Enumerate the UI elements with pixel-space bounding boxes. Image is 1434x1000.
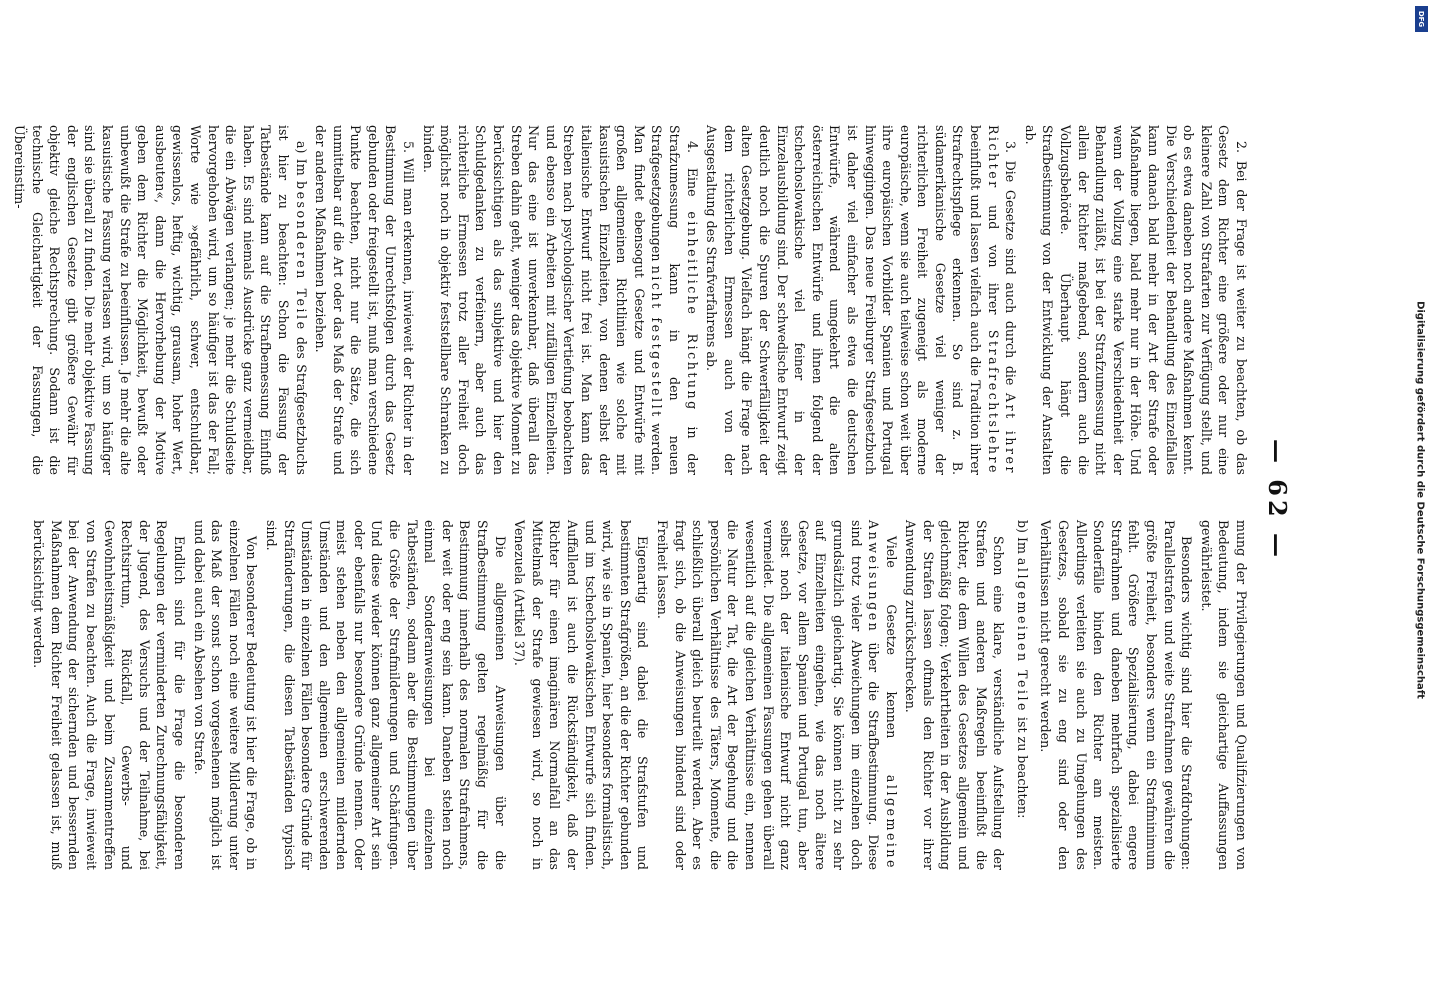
- paragraph-3-text-a: 3. Die Gesetze sind auch durch die: [1003, 141, 1019, 386]
- paragraph-eigenartig: Eigenartig sind dabei die Strafstufen und bestimmten Strafgrößen, an die der Richter gebunden wird, wie sie in Spanien, hier besonders formalistisch, und im tschechoslowakischen Entwurfe sich finden. Auffallend ist auch die Rückständigkeit, daß der Richter für einen imaginären Normalfall an das Mittelmaß der Strafe gewiesen wird, so noch in Venezuela (Artikel 37).: [512, 520, 651, 870]
- paragraph-besonderer: Von besonderer Bedeutung ist hier die Frage, ob in einzelnen Fällen noch eine weitere Milderung unter das Maß der sonst schon vorgesehenen möglich ist und dabei auch ein Absehen von Strafe.: [191, 520, 260, 870]
- paragraph-4-text-c: werden. Man findet ebensogut Gesetze und Entwürfe mit großen allgemeinen Richtlinien wie solche mit kasuistischen Einzelheiten, von denen selbst der italienische Entwurf nicht frei ist. Man kann das Streben nach psychologischer Vertiefung beobachten und ebenso ein Arbeiten mit zufälligen Einzelheiten. Nur das eine ist unverkennbar, daß überall das Streben dahin geht, weniger das objektive Moment zu berücksichtigen als das subjektive und hier den Schuldgedanken zu verfeinern, aber auch das richterliche Ermessen trotz aller Freiheit doch möglichst noch in objektiv feststellbare Schranken zu binden.: [420, 125, 665, 475]
- paragraph-2: 2. Bei der Frage ist weiter zu beachten, ob das Gesetz dem Richter eine größere oder nur eine kleinere Zahl von Strafarten zur Verfügung stellt, und ob es etwa daneben noch andere Maßnahmen kennt. Die Verschiedenheit der Behandlung des Einzelfalles kann danach bald mehr in der Art der Strafe oder Maßnahme liegen, bald mehr nur in der Höhe. Und wenn der Vollzug eine starke Verschiedenheit der Behandlung zuläßt, ist bei der Strafzumessung nicht allein der Richter maßgebend, sondern auch die Vollzugsbehörde. Überhaupt hängt die Strafbestimmung von der Entwicklung der Anstalten ab.: [1022, 125, 1249, 475]
- page-number: — 62 —: [1263, 438, 1292, 562]
- paragraph-4: [419, 125, 701, 475]
- paragraph-viele-spaced: allgemeine Anweisungen: [866, 520, 899, 870]
- paragraph-3: [703, 125, 1020, 475]
- dfg-logo: [1415, 6, 1428, 32]
- paragraph-5a-text-b: des Strafgesetzbuchs ist hier zu beachten: Schon die Fassung der Tatbestände kann auf die Strafbemessung Einfluß haben. Es sind niemals Ausdrücke ganz vermeidbar, die ein Abwägen verlangen; je mehr die Schuldseite hervorgehoben wird, um so häufiger ist das der Fall; Worte wie »gefährlich, schwer, entschuldbar, gewissenlos, heftig, wichtig, grausam, hoher Wert, ausbeuten«, dann die Hervorhebung der Motive geben dem Richter die Möglichkeit, bewußt oder unbewußt die Strafe zu beeinflussen. Je mehr die alte kasuistische Fassung verlassen wird, um so häufiger sind sie überall zu finden. Die mehr objektive Fassung der englischen Gesetze gibt größere Gewähr für objektiv gleiche Rechtsprechung. Sodann ist die technische Gleichartigkeit der Fassungen, die Übereinstim-: [12, 125, 309, 475]
- paragraph-4-spaced-a: einheitliche Richtung: [684, 211, 700, 412]
- paragraph-continued: mung der Privilegierungen und Qualifizierungen von Bedeutung, indem sie gleichartige Auffassungen gewährleistet.: [1198, 520, 1249, 870]
- paragraph-endlich: Endlich sind für die Frage die besonderen Regelungen der verminderten Zurechnungsfähigkeit, der Jugend, des Versuchs und der Teilnahme, bei Rechtsirrtum, Rückfall, Gewerbs- und Gewohnheitsmäßigkeit und beim Zusammentreffen von Strafen zu beachten. Auch die Frage, inwieweit bei der Anwendung der sichernden und bessernden Maßnahmen dem Richter Freiheit gelassen ist, muß berücksichtigt werden.: [31, 520, 187, 870]
- paragraph-5a-spaced: besonderen Teile: [293, 181, 309, 332]
- paragraph-schon: Schon eine klare, verständliche Aufstellung der Strafen und anderen Maßregeln beeinflußt die Richter, die dem Willen des Gesetzes allgemein und gleichmäßig folgen; Verkehrtheiten in der Ausbildung der Strafen lassen oftmals den Richter vor ihrer Anwendung zurückschrecken.: [903, 520, 1007, 870]
- dfg-logo-text: DFG: [1417, 10, 1426, 28]
- paragraph-viele-text-a: Viele Gesetze kennen: [883, 536, 899, 739]
- paragraph-3-text-b: und von ihrer: [985, 205, 1001, 315]
- left-column: [8, 125, 1250, 475]
- paragraph-besonders: Besonders wichtig sind hier die Strafdrohungen: Parallelstrafen und weite Strafrahmen gewähren die größte Freiheit, besonders wenn ein Strafminimum fehlt. Größere Spezialisierung, dabei engere Strafrahmen und daneben mehrfach spezialisierte Sonderfälle binden den Richter am meisten. Allerdings verleiten sie auch zu Umgehungen des Gesetzes, sobald sie zu eng sind oder den Verhältnissen nicht gerecht werden.: [1038, 520, 1195, 870]
- paragraph-4-spaced-b: nicht festgestellt: [649, 265, 665, 419]
- paragraph-3-spaced-a: Art ihrer Richter: [985, 125, 1019, 475]
- paragraph-4-text-b: in der Strafzumessung kann in den neuen Strafgesetzgebungen: [649, 125, 700, 475]
- paragraph-3-text-c: beeinflußt und lassen vielfach auch die Tradition ihrer Strafrechtspflege erkennen. So sind z. B. südamerikanische Gesetze viel weniger der richterlichen Freiheit zugeneigt als moderne europäische, wenn sie auch teilweise schon weit über ihre europäischen Vorbilder Spanien und Portugal hinweggingen. Das neue Freiburger Strafgesetzbuch ist daher viel einfacher als etwa die deutschen Entwürfe, während umgekehrt die alten österreichischen Entwürfe und ihnen folgend der tschechoslowakische viel feiner in der Einzelausbildung sind. Der schwedische Entwurf zeigt deutlich noch die Spuren der Schwerfälligkeit der alten Gesetzgebung. Vielfach hängt die Frage nach dem richterlichen Ermessen auch von der Ausgestaltung des Strafverfahrens ab.: [704, 125, 984, 475]
- paragraph-viele-text-b: über die Strafbestimmung. Diese sind trotz vieler Abweichungen im einzelnen doch grundsätzlich gleichartig. Sie können nicht zu sehr auf Einzelheiten eingehen, wie das noch ältere Gesetze, vor allem Spanien und Portugal tun, aber selbst noch der italienische Entwurf nicht ganz vermeidet. Die allgemeinen Fassungen gehen überall wesentlich auf die gleichen Verhältnisse ein, nennen die Natur der Tat, die Art der Begehung und die persönlichen Verhältnisse des Täters, Momente, die schließlich überall gleich beurteilt werden. Aber es fragt sich, ob die Anweisungen bindend sind oder Freiheit lassen.: [655, 520, 882, 870]
- heading-5b-text-a: b) Im: [1014, 520, 1030, 554]
- paragraph-4-text-a: 4. Eine: [684, 141, 700, 197]
- right-column: [28, 520, 1250, 870]
- paragraph-allgemeinen: Die allgemeinen Anweisungen über die Strafbestimmung gelten regelmäßig für die Bestimmung innerhalb des normalen Strafrahmens, der weit oder eng sein kann. Daneben stehen noch einmal Sonderanweisungen bei einzelnen Tatbeständen, sodann aber die Bestimmungen über die Größe der Strafmilderungen und Schärfungen. Und diese wieder können ganz allgemeiner Art sein oder ebenfalls nur besondere Gründe nennen. Oder meist stehen neben den allgemeinen mildernden Umständen und den allgemeinen erschwerenden Umständen in einzelnen Fällen besondere Gründe für Strafänderungen, die diesen Tatbeständen typisch sind.: [263, 520, 508, 870]
- paragraph-5a: [10, 125, 309, 475]
- heading-5b: [1013, 520, 1031, 870]
- paragraph-5: 5. Will man erkennen, inwieweit der Richter in der Bestimmung der Unrechtsfolgen durch das Gesetz gebunden oder freigestellt ist, muß man verschiedene Punkte beachten, nicht nur die Sätze, die sich unmittelbar auf die Art oder das Maß der Strafe und der anderen Maßnahmen beziehen.: [313, 125, 417, 475]
- paragraph-viele: [653, 520, 899, 870]
- digitization-note: Digitalisierung gefördert durch die Deutsche Forschungsgemeinschaft: [1414, 301, 1426, 699]
- paragraph-3-spaced-b: Strafrechtslehre: [985, 329, 1001, 475]
- rotated-page: [12, 100, 1330, 900]
- heading-5b-spaced: allgemeinen Teile: [1014, 557, 1030, 713]
- paragraph-5a-text-a: a) Im: [293, 141, 309, 176]
- heading-5b-text-b: ist zu beachten:: [1014, 717, 1030, 819]
